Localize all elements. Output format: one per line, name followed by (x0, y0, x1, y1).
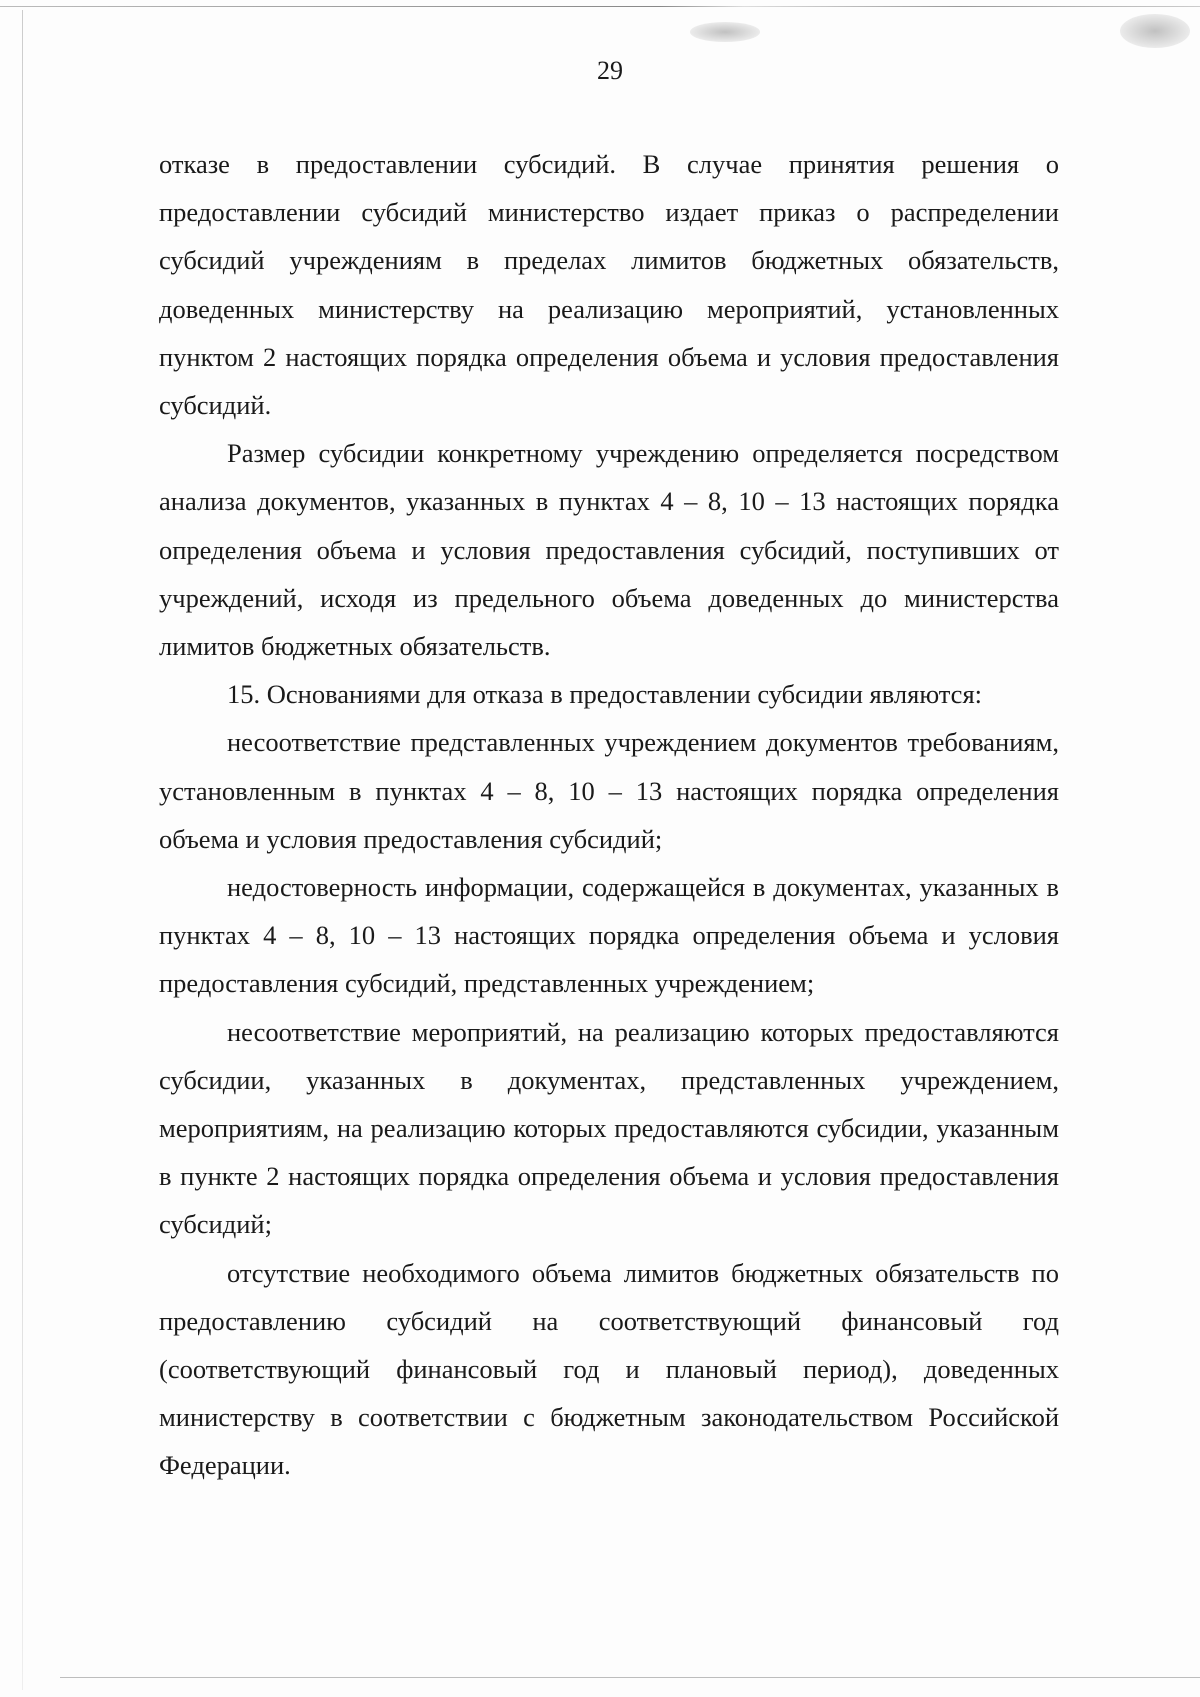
paragraph-item-15: 15. Основаниями для отказа в предоставлении субсидии являются: (227, 679, 982, 710)
scan-border-left (22, 10, 23, 1690)
scan-smudge (690, 22, 760, 42)
document-body (159, 140, 1059, 1490)
scan-border-top (0, 6, 1200, 7)
scan-border-bottom (60, 1677, 1200, 1678)
paragraph-ground-1: несоответствие представленных учреждением документов требованиям, установленным в пунктах 4 – 8, 10 – 13 настоящих порядка определения объема и условия предоставления субсидий; (159, 727, 1059, 854)
page-number: 29 (597, 56, 623, 85)
paragraph-continuation: отказе в предоставлении субсидий. В случае принятия решения о предоставлении субсидий министерство издает приказ о распределении субсидий учреждениям в пределах лимитов бюджетных обязательств, доведенных министерству на реализацию мероприятий, установленных пунктом 2 настоящих порядка определения объема и условия предоставления субсидий. (159, 149, 1059, 421)
paragraph-ground-4: отсутствие необходимого объема лимитов бюджетных обязательств по предоставлению субсидий на соответствующий финансовый год (соответствующий финансовый год и плановый период), доведенных министерству в соответствии с бюджетным законодательством Российской Федерации. (159, 1257, 1059, 1481)
paragraph-ground-2: недостоверность информации, содержащейся в документах, указанных в пунктах 4 – 8, 10 – 13 настоящих порядка определения объема и условия предоставления субсидий, представленных учреждением; (159, 872, 1059, 999)
scan-smudge (1120, 14, 1190, 48)
paragraph-ground-3: несоответствие мероприятий, на реализацию которых предоставляются субсидии, указанных в документах, представленных учреждением, мероприятиям, на реализацию которых предоставляются субсидии, указанным в пункте 2 настоящих порядка определения объема и условия предоставления субсидий; (159, 1016, 1059, 1240)
paragraph-subsidy-size: Размер субсидии конкретному учреждению определяется посредством анализа документов, указанных в пунктах 4 – 8, 10 – 13 настоящих порядка определения объема и условия предоставления субсидий, поступивших от учреждений, исходя из предельного объема доведенных до министерства лимитов бюджетных обязательств. (159, 438, 1059, 662)
